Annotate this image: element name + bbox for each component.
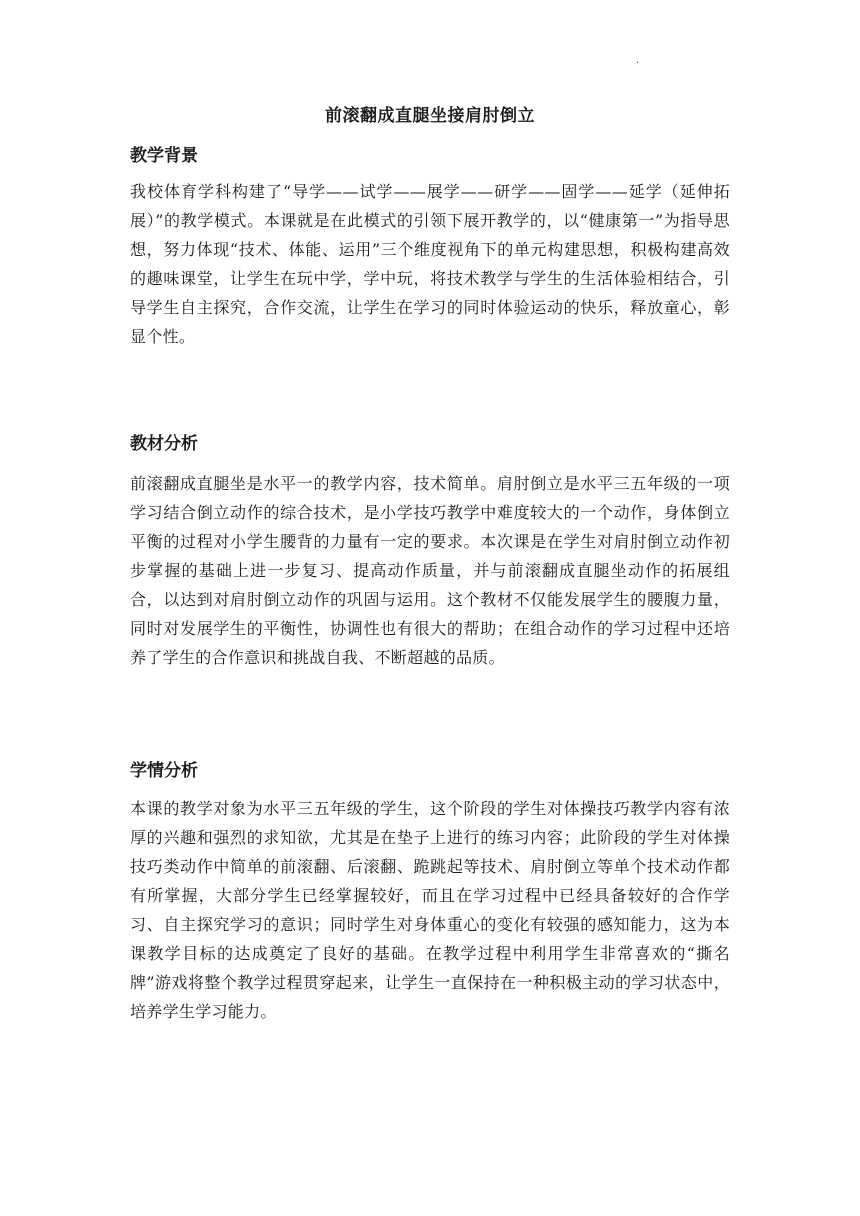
section-body-student-analysis: 本课的教学对象为水平三五年级的学生，这个阶段的学生对体操技巧教学内容有浓厚的兴趣和强烈的求知欲，尤其是在垫子上进行的练习内容；此阶段的学生对体操技巧类动作中简单的前滚翻、后滚翻、跪跳起等技术、肩肘倒立等单个技术动作都有所掌握，大部分学生已经掌握较好，而且在学习过程中已经具备较好的合作学习、自主探究学习的意识；同时学生对身体重心的变化有较强的感知能力，这为本课教学目标的达成奠定了良好的基础。在教学过程中利用学生非常喜欢的“撕名牌”游戏将整个教学过程贯穿起来，让学生一直保持在一种积极主动的学习状态中，培养学生学习能力。: [130, 799, 730, 1021]
section-body-material-analysis: 前滚翻成直腿坐是水平一的教学内容，技术简单。肩肘倒立是水平三五年级的一项学习结合倒立动作的综合技术，是小学技巧教学中难度较大的一个动作，身体倒立平衡的过程对小学生腰背的力量有一定的要求。本次课是在学生对肩肘倒立动作初步掌握的基础上进一步复习、提高动作质量，并与前滚翻成直腿坐动作的拓展组合，以达到对肩肘倒立动作的巩固与运用。这个教材不仅能发展学生的腰腹力量，同时对发展学生的平衡性，协调性也有很大的帮助；在组合动作的学习过程中还培养了学生的合作意识和挑战自我、不断超越的品质。: [130, 474, 730, 667]
section-heading-teaching-background: 教学背景: [130, 146, 198, 166]
section-body-teaching-background: 我校体育学科构建了“导学——试学——展学——研学——固学——延学（延伸拓展）”的教学模式。本课就是在此模式的引领下展开教学的，以“健康第一”为指导思想，努力体现“技术、体能、运用”三个维度视角下的单元构建思想，积极构建高效的趣味课堂，让学生在玩中学，学中玩，将技术教学与学生的生活体验相结合，引导学生自主探究，合作交流，让学生在学习的同时体验运动的快乐，释放童心，彰显个性。: [130, 182, 730, 346]
section-heading-material-analysis: 教材分析: [130, 434, 198, 454]
section-heading-student-analysis: 学情分析: [130, 761, 198, 781]
corner-mark: .: [636, 55, 640, 66]
document-title: 前滚翻成直腿坐接肩肘倒立: [325, 106, 535, 126]
